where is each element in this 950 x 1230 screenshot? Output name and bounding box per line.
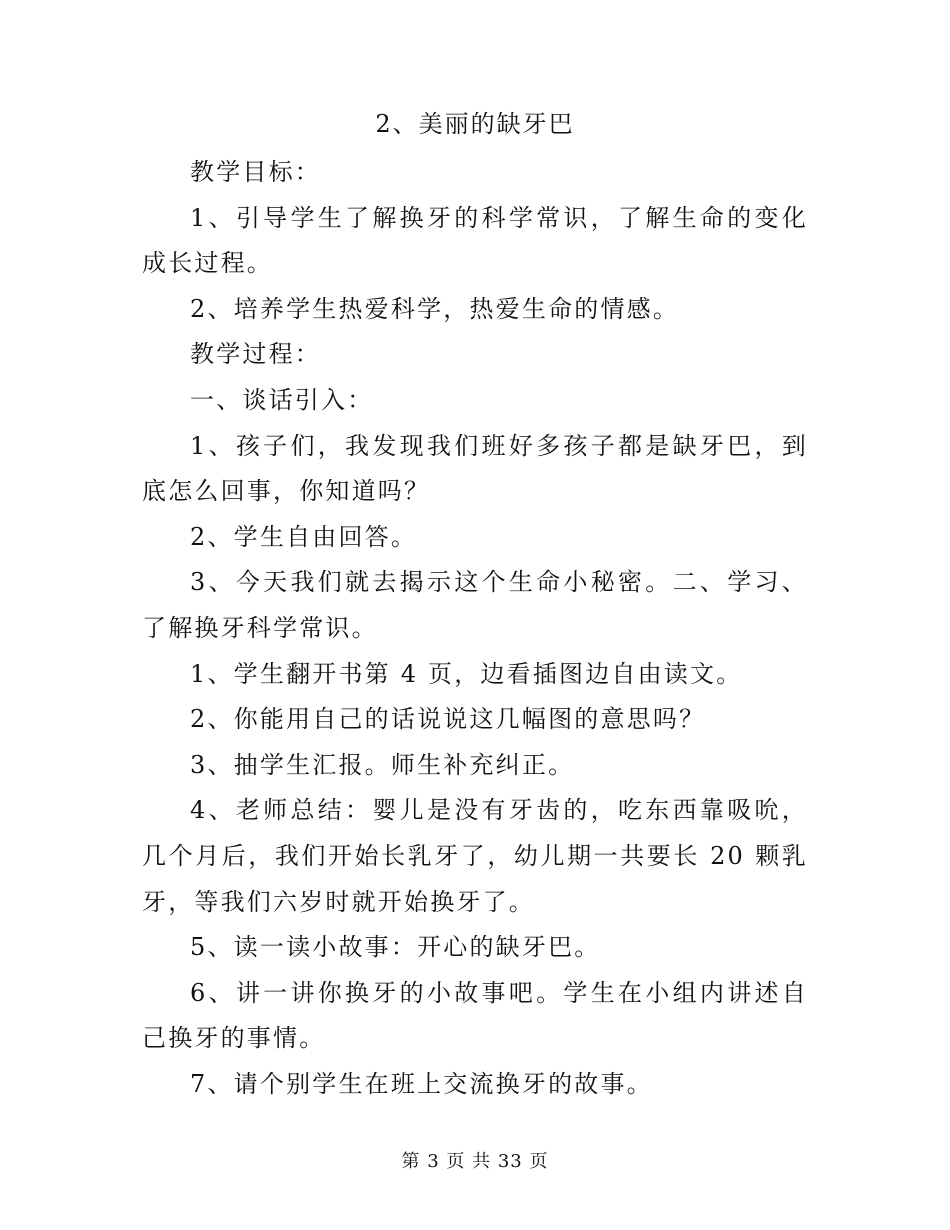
page-title: 2、美丽的缺牙巴 (375, 110, 575, 138)
paragraph: 1、孩子们，我发现我们班好多孩子都是缺牙巴，到底怎么回事，你知道吗？ (142, 431, 808, 506)
document-body (142, 150, 808, 1107)
paragraph: 教学目标： (190, 158, 321, 186)
paragraph: 7、请个别学生在班上交流换牙的故事。 (190, 1069, 653, 1098)
page-footer: 第 3 页 共 33 页 (401, 1151, 549, 1172)
paragraph: 3、抽学生汇报。师生补充纠正。 (190, 750, 575, 779)
paragraph: 1、引导学生了解换牙的科学常识，了解生命的变化成长过程。 (142, 203, 808, 278)
paragraph: 2、学生自由回答。 (190, 522, 418, 551)
paragraph: 2、培养学生热爱科学，热爱生命的情感。 (190, 294, 680, 323)
paragraph: 6、讲一讲你换牙的小故事吧。学生在小组内讲述自己换牙的事情。 (142, 978, 808, 1053)
paragraph: 5、读一读小故事：开心的缺牙巴。 (190, 933, 601, 962)
paragraph: 一、谈话引入： (190, 385, 374, 414)
paragraph: 1、学生翻开书第 4 页，边看插图边自由读文。 (190, 659, 743, 688)
paragraph: 2、你能用自己的话说说这几幅图的意思吗？ (190, 705, 706, 734)
paragraph: 4、老师总结：婴儿是没有牙齿的，吃东西靠吸吮，几个月后，我们开始长乳牙了，幼儿期一共要长 20 颗乳牙，等我们六岁时就开始换牙了。 (142, 796, 808, 916)
paragraph: 教学过程： (190, 340, 321, 369)
paragraph: 3、今天我们就去揭示这个生命小秘密。二、学习、了解换牙科学常识。 (142, 568, 808, 642)
